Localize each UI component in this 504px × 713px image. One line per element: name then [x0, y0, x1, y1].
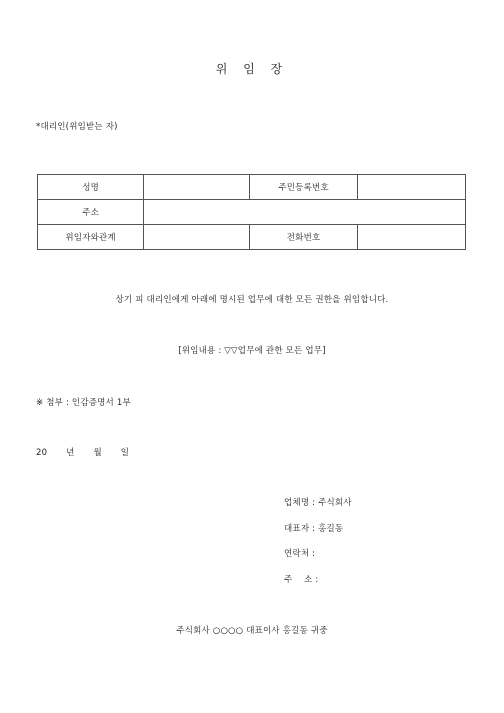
- table-row: [38, 175, 466, 200]
- date-month-unit: 월: [93, 448, 102, 458]
- table-row: [38, 200, 466, 225]
- proxy-subtitle: *대리인(위임받는 자): [36, 122, 118, 132]
- name-label: 성명: [38, 175, 144, 200]
- attachment-note: ※ 첨부 : 인감증명서 1부: [36, 398, 131, 408]
- company-name-line: 업체명 : 주식회사: [284, 498, 352, 508]
- document-title: 위 임 장: [215, 62, 289, 76]
- date-line: [36, 446, 145, 458]
- proxy-info-table: [37, 174, 466, 250]
- company-contact-line: 연락처 :: [284, 549, 316, 559]
- company-ceo-line: 대표자 : 홍길동: [284, 524, 344, 534]
- date-year: 20: [36, 448, 48, 458]
- delegation-content: [위임내용 : ▽▽업무에 관한 모든 업무]: [178, 346, 326, 356]
- company-address-line: 주 소 :: [284, 575, 319, 585]
- relationship-value-cell: [144, 225, 250, 250]
- resident-id-value-cell: [357, 175, 465, 200]
- delegation-statement: 상기 피 대리인에게 아래에 명시된 업무에 대한 모든 권한을 위임합니다.: [115, 295, 389, 305]
- address-label: 주소: [38, 200, 144, 225]
- phone-value-cell: [357, 225, 465, 250]
- relationship-label: 위임자와관계: [38, 225, 144, 250]
- name-value-cell: [144, 175, 250, 200]
- table-row: [38, 225, 466, 250]
- phone-label: 전화번호: [250, 225, 357, 250]
- date-day-unit: 일: [120, 448, 130, 458]
- date-year-unit: 년: [66, 448, 75, 458]
- resident-id-label: 주민등록번호: [250, 175, 357, 200]
- addressee-line: 주식회사 ○○○○ 대표이사 홍길동 귀중: [176, 626, 328, 636]
- address-value-cell: [144, 200, 466, 225]
